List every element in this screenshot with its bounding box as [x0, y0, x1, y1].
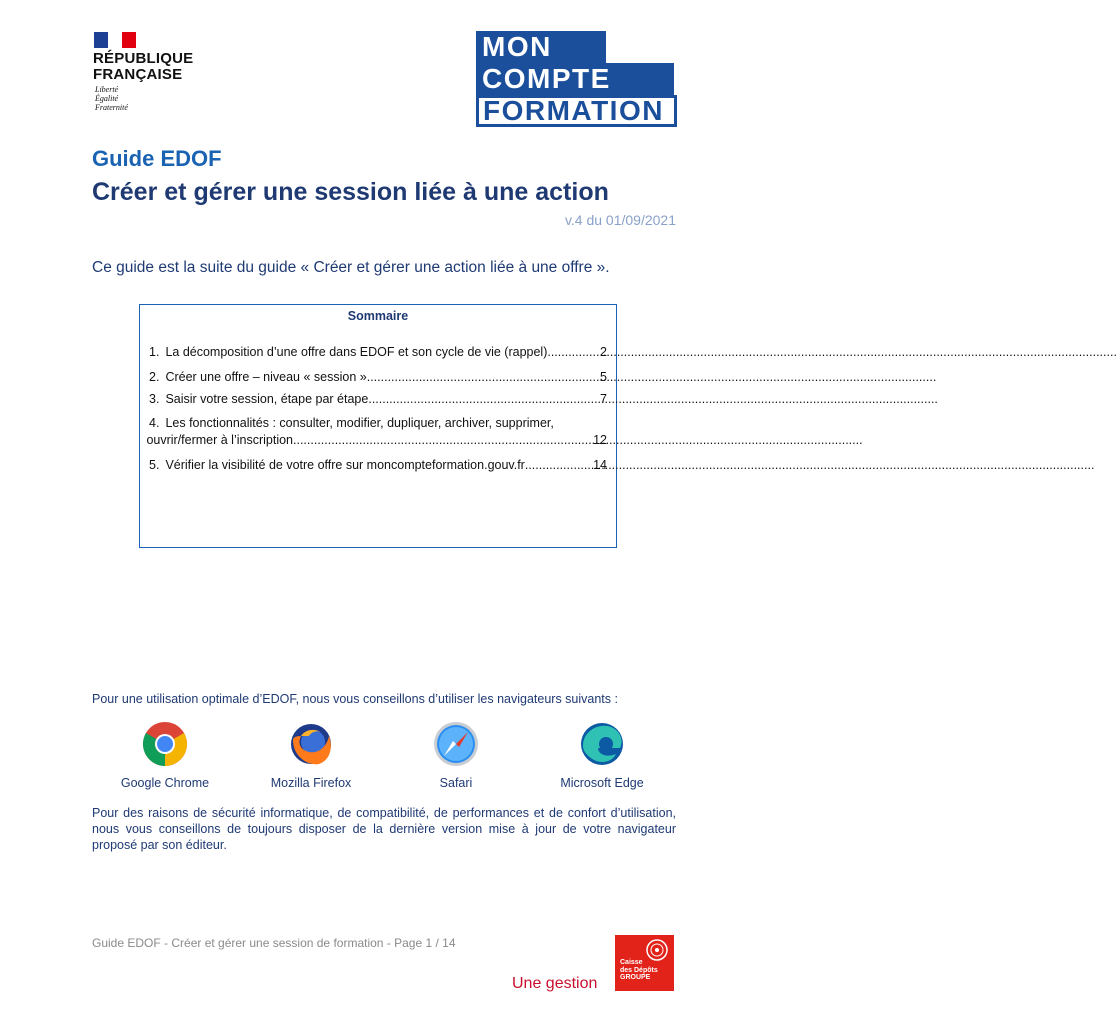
logo-line-formation: FORMATION	[476, 95, 677, 127]
safari-icon	[432, 720, 480, 768]
toc-item-label: Les fonctionnalités : consulter, modifier, dupliquer, archiver, supprimer,	[165, 416, 554, 430]
toc-item-label-cont: ouvrir/fermer à l’inscription	[146, 433, 294, 447]
toc-item-label: Créer une offre – niveau « session »	[165, 370, 367, 384]
marianne-flag-icon	[94, 32, 136, 48]
toc-item-label: Saisir votre session, étape par étape	[165, 392, 369, 406]
logo-line-compte: COMPTE	[476, 63, 674, 95]
chrome-icon	[141, 720, 189, 768]
browser-chrome	[100, 720, 230, 790]
advice-paragraph: Pour des raisons de sécurité informatique, de compatibilité, de performances et de confort d’utilisation, nous vous conseillons de toujours disposer de la dernière version mise à jour de votre navigateur proposé par son éditeur.	[92, 806, 676, 852]
toc-item-page: 14	[593, 458, 607, 472]
toc-heading: Sommaire	[347, 309, 409, 323]
republique-motto: Liberté Égalité Fraternité	[95, 85, 128, 112]
toc-item[interactable]: 5. Vérifier la visibilité de votre offre sur moncompteformation.gouv.fr ..... 14	[149, 457, 607, 474]
browser-safari	[391, 720, 521, 790]
republique-francaise-label: RÉPUBLIQUE FRANÇAISE	[93, 50, 194, 83]
toc-item[interactable]: 4. Les fonctionnalités : consulter, modifier, dupliquer, archiver, supprimer, ouvrir/fermer à l’inscription ..... 12	[149, 415, 607, 449]
intro-text: Ce guide est la suite du guide « Créer et gérer une action liée à une offre ».	[92, 259, 610, 276]
browser-label: Google Chrome	[120, 776, 210, 790]
firefox-icon	[287, 720, 335, 768]
page-subtitle: Créer et gérer une session liée à une action	[92, 178, 609, 206]
gestion-label: Une gestion	[512, 975, 598, 992]
logo-line-mon: MON	[476, 31, 606, 63]
toc-item-page: 7	[600, 392, 607, 406]
browser-label: Safari	[439, 776, 473, 790]
toc-item-page: 12	[593, 433, 607, 447]
caisse-des-depots-logo: Caisse des Dépôts GROUPE	[615, 935, 674, 991]
browsers-intro: Pour une utilisation optimale d’EDOF, nous vous conseillons d’utiliser les navigateurs suivants :	[92, 692, 618, 706]
toc-item-page: 5	[600, 370, 607, 384]
toc-item-page: 2	[600, 345, 607, 359]
footer-text: Guide EDOF - Créer et gérer une session de formation - Page 1 / 14	[92, 936, 456, 950]
toc-item[interactable]: 1. La décomposition d’une offre dans EDOF et son cycle de vie (rappel) ..... 2	[149, 344, 607, 361]
toc-item[interactable]: 2. Créer une offre – niveau « session » ..... 5	[149, 369, 607, 386]
version-label: v.4 du 01/09/2021	[564, 212, 676, 228]
edge-icon	[578, 720, 626, 768]
toc-item[interactable]: 3. Saisir votre session, étape par étape ..... 7	[149, 391, 607, 408]
table-of-contents	[139, 304, 617, 548]
toc-item-label: La décomposition d’une offre dans EDOF et son cycle de vie (rappel)	[165, 345, 548, 359]
browser-label: Mozilla Firefox	[270, 776, 352, 790]
browser-label: Microsoft Edge	[560, 776, 644, 790]
browser-firefox	[246, 720, 376, 790]
page-title: Guide EDOF	[92, 146, 222, 171]
toc-item-label: Vérifier la visibilité de votre offre sur moncompteformation.gouv.fr	[165, 458, 525, 472]
browser-edge	[537, 720, 667, 790]
mon-compte-formation-logo	[476, 31, 674, 127]
